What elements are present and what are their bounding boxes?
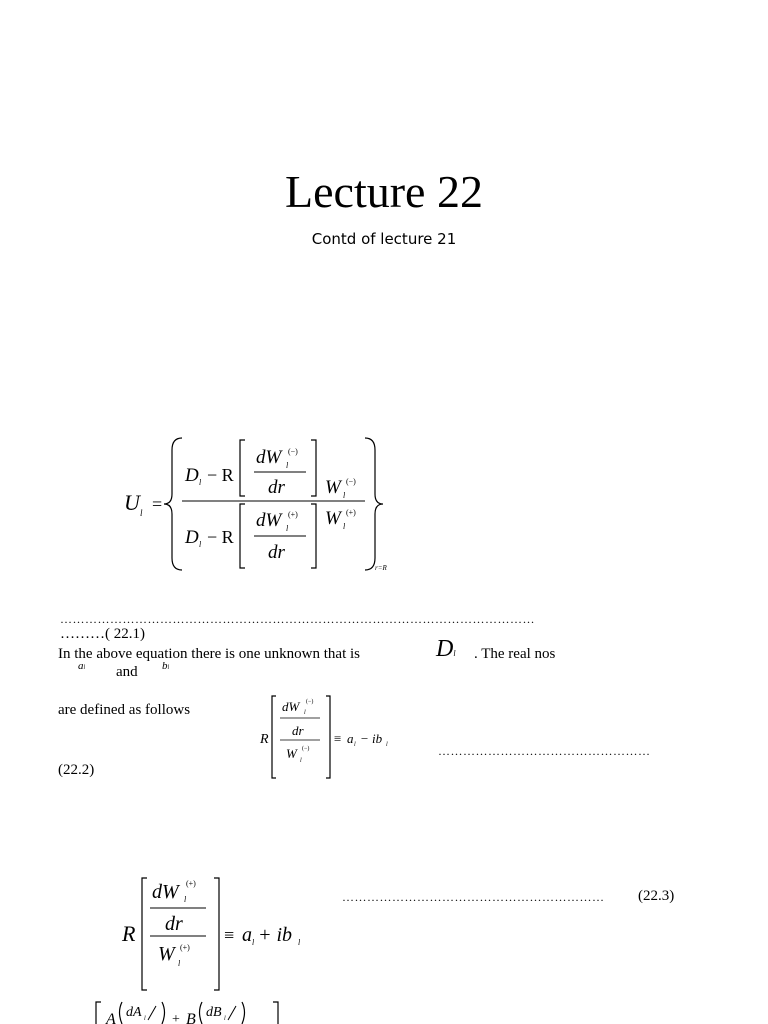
eq3-number: (22.3)	[638, 888, 675, 904]
eq4-paren-right-1	[162, 1002, 165, 1024]
eq3-dw-sub: l	[184, 895, 187, 904]
paragraph-intro: In the above equation there is one unknown that is	[58, 646, 361, 662]
eq3-w-sup: (+)	[180, 943, 190, 952]
eq2-dw-sup: (−)	[306, 699, 314, 705]
eq3-equiv: ≡	[224, 925, 235, 945]
eq1-num-d: D	[185, 465, 199, 486]
eq2-dw-sub: l	[304, 710, 306, 716]
eq1-den-dw: dW	[256, 510, 282, 531]
eq2-w-sup: (−)	[302, 746, 310, 752]
eq1-lhs-sub: l	[140, 508, 143, 518]
eq2-a: a	[347, 731, 354, 746]
eq1-den-minus-r: − R	[207, 527, 234, 547]
eq4-right-bracket	[273, 1002, 278, 1024]
eq4-paren-right-2	[242, 1002, 245, 1024]
eq3-dw-sup: (+)	[186, 879, 196, 888]
eq1-den-w-sup: (+)	[346, 508, 356, 517]
eq1-den-dw-sub: l	[286, 524, 289, 533]
eq4-b: B	[186, 1011, 196, 1024]
equation-22-4-partial	[92, 998, 292, 1024]
eq2-b-sub: l	[386, 742, 388, 748]
eq4-slash-1	[148, 1006, 156, 1020]
eq2-a-sub: l	[354, 742, 356, 748]
eq1-num-minus-r: − R	[207, 465, 234, 485]
equation-22-3	[118, 872, 328, 996]
eq1-den-dw-sup: (+)	[288, 510, 298, 519]
eq1-num-dr: dr	[268, 477, 285, 498]
paragraph-defined: are defined as follows	[58, 702, 191, 718]
eq1-den-left-bracket	[240, 504, 245, 568]
paragraph-d: Dl	[436, 636, 456, 662]
eq2-minus-ib: − ib	[360, 731, 383, 746]
eq2-w: W	[286, 746, 297, 761]
eq3-a: a	[242, 924, 252, 946]
eq1-num-left-bracket	[240, 440, 245, 496]
paragraph-after: . The real nos	[474, 646, 556, 662]
eq1-den-w-sub: l	[343, 522, 346, 531]
eq1-den-dr: dr	[268, 542, 285, 563]
eq1-dot-leader: ……………………………………………………………………………………………………	[60, 612, 535, 626]
page-subtitle: Contd of lecture 21	[311, 230, 457, 248]
eq1-den-w: W	[325, 508, 341, 529]
eq4-paren-left-1	[120, 1002, 123, 1024]
eq1-right-brace	[365, 438, 383, 570]
eq3-plus-ib: + ib	[258, 924, 293, 946]
eq1-num-dw-sub: l	[286, 461, 289, 470]
eq2-number: (22.2)	[58, 762, 95, 778]
eq1-num-w-sup: (−)	[346, 477, 356, 486]
eq1-num-dw-sup: (−)	[288, 447, 298, 456]
eq2-left-bracket	[272, 696, 276, 778]
eq3-b-sub: l	[298, 938, 301, 947]
eq1-num-w-sub: l	[343, 491, 346, 500]
paragraph-b: bl	[162, 660, 170, 672]
eq3-dot-leader: ………………………………………………………	[342, 890, 605, 904]
eq3-w: W	[158, 943, 175, 965]
eq1-equals: =	[152, 494, 163, 514]
eq3-left-bracket	[142, 878, 147, 990]
eq1-eval-at: r=R	[375, 564, 387, 572]
eq2-dw: dW	[282, 699, 300, 714]
eq1-number-line: ………( 22.1)	[60, 626, 145, 642]
eq3-a-sub: l	[252, 938, 255, 947]
eq1-num-right-bracket	[311, 440, 316, 496]
eq1-den-right-bracket	[311, 504, 316, 568]
eq4-db-sub: l	[224, 1016, 226, 1022]
page-title: Lecture 22	[285, 166, 483, 217]
eq2-equiv: ≡	[334, 731, 342, 746]
eq3-dr: dr	[165, 913, 183, 935]
eq4-slash-2	[228, 1006, 236, 1020]
eq2-dr: dr	[292, 723, 304, 738]
eq1-den-d: D	[185, 527, 199, 548]
equation-22-2	[256, 690, 406, 785]
eq1-num-dw: dW	[256, 447, 282, 468]
eq1-lhs-u: U	[124, 490, 140, 515]
eq4-paren-left-2	[200, 1002, 203, 1024]
eq2-dot-leader: ……………………………………………	[438, 744, 651, 758]
eq3-r: R	[122, 921, 136, 946]
eq4-da-sub: l	[144, 1016, 146, 1022]
eq4-db: dB	[206, 1005, 222, 1020]
paragraph-and: and	[116, 664, 138, 680]
eq3-dw: dW	[152, 881, 179, 903]
eq2-right-bracket	[326, 696, 330, 778]
eq4-a: A	[106, 1011, 116, 1024]
eq1-num-d-sub: l	[199, 478, 202, 487]
eq3-right-bracket	[214, 878, 219, 990]
eq1-left-brace	[164, 438, 182, 570]
eq4-left-bracket	[96, 1002, 101, 1024]
eq1-den-d-sub: l	[199, 540, 202, 549]
eq2-w-sub: l	[300, 758, 302, 764]
eq2-r: R	[260, 732, 269, 747]
eq4-da: dA	[126, 1005, 142, 1020]
eq4-plus: +	[172, 1012, 180, 1024]
equation-22-1	[110, 430, 410, 580]
eq1-num-w: W	[325, 477, 341, 498]
eq3-w-sub: l	[178, 959, 181, 968]
paragraph-a: al	[78, 660, 86, 672]
